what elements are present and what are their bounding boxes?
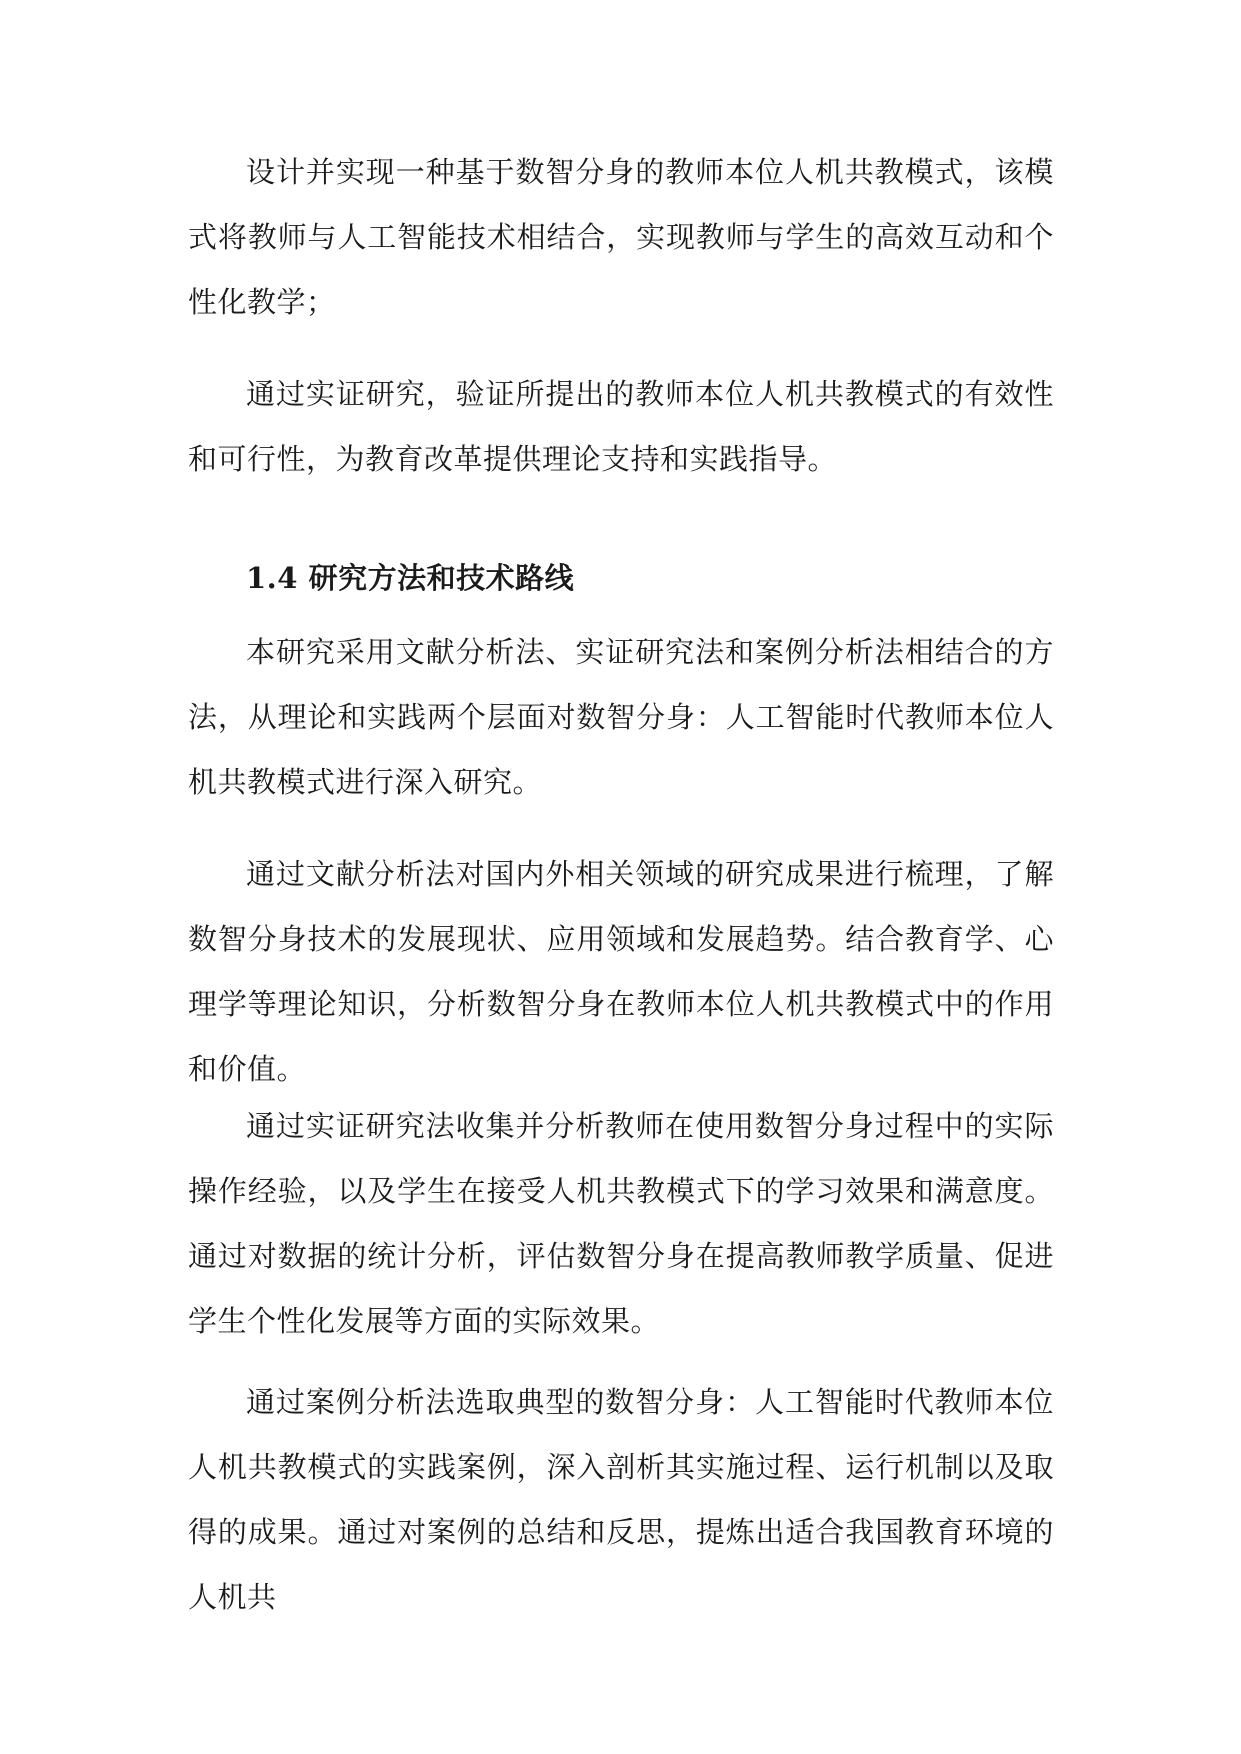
section-number: 1.4 bbox=[246, 561, 298, 595]
paragraph-objective-design: 设计并实现一种基于数智分身的教师本位人机共教模式，该模式将教师与人工智能技术相结合，实现教师与学生的高效互动和个性化教学； bbox=[188, 155, 1054, 319]
paragraph-empirical-research: 通过实证研究法收集并分析教师在使用数智分身过程中的实际操作经验，以及学生在接受人机共教模式下的学习效果和满意度。通过对数据的统计分析，评估数智分身在提高教师教学质量、促进学生个性化发展等方面的实际效果。 bbox=[188, 1109, 1054, 1338]
paragraph-literature-analysis: 通过文献分析法对国内外相关领域的研究成果进行梳理，了解数智分身技术的发展现状、应用领域和发展趋势。结合教育学、心理学等理论知识，分析数智分身在教师本位人机共教模式中的作用和价值。 bbox=[188, 857, 1054, 1086]
section-heading bbox=[246, 554, 574, 602]
section-title: 研究方法和技术路线 bbox=[308, 561, 575, 595]
paragraph-methods-overview: 本研究采用文献分析法、实证研究法和案例分析法相结合的方法，从理论和实践两个层面对数智分身：人工智能时代教师本位人机共教模式进行深入研究。 bbox=[188, 635, 1054, 799]
paragraph-objective-validation: 通过实证研究，验证所提出的教师本位人机共教模式的有效性和可行性，为教育改革提供理论支持和实践指导。 bbox=[188, 377, 1054, 476]
paragraph-case-analysis: 通过案例分析法选取典型的数智分身：人工智能时代教师本位人机共教模式的实践案例，深入剖析其实施过程、运行机制以及取得的成果。通过对案例的总结和反思，提炼出适合我国教育环境的人机共 bbox=[188, 1385, 1054, 1614]
